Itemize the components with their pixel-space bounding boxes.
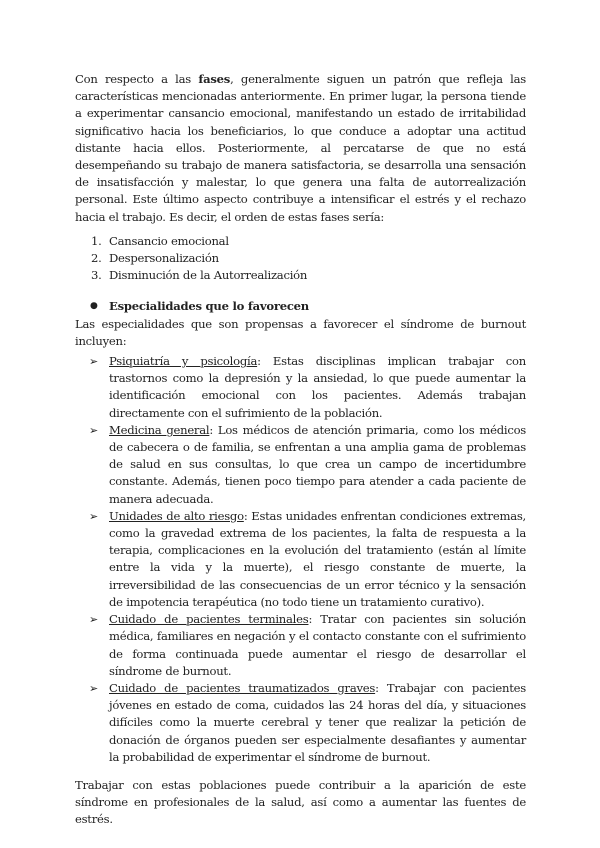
phase-number: 1. <box>91 233 102 248</box>
phase-number: 2. <box>91 251 102 266</box>
phase-text: Despersonalización <box>109 251 219 266</box>
phases-list <box>75 233 526 285</box>
section-intro-paragraph: Las especialidades que son propensas a favorecer el síndrome de burnout incluyen: <box>75 316 526 348</box>
phase-item <box>75 233 526 250</box>
specialty-item <box>75 353 526 422</box>
intro-text-end: , generalmente siguen un patrón que refleja las características mencionadas anteriormente. En primer lugar, la persona tiende a experimentar cansancio emocional, manifestando un estado de irritabilidad significativo hacia los beneficiarios, lo que conduce a adoptar una actitud distante hacia ellos. Posteriormente, al percatarse de que no está desempeñando su trabajo de manera satisfactoria, se desarrolla una sensación de insatisfacción y malestar, lo que genera una falta de autorrealización personal. Este último aspecto contribuye a intensificar el estrés y el rechazo hacia el trabajo. Es decir, el orden de estas fases sería: <box>75 72 526 224</box>
arrow-bullet-icon: ➢ <box>89 681 98 695</box>
phase-item <box>75 267 526 284</box>
specialty-item <box>75 508 526 611</box>
specialty-name: Cuidado de pacientes traumatizados graves <box>109 680 376 695</box>
specialty-item <box>75 422 526 508</box>
phase-number: 3. <box>91 268 102 283</box>
phase-item <box>75 250 526 267</box>
specialty-name: Psiquiatría y psicología <box>109 354 258 369</box>
arrow-bullet-icon: ➢ <box>89 423 98 437</box>
specialty-description: : Los médicos de atención primaria, como los médicos de cabecera o de familia, se enfrentan a una amplia gama de problemas de salud en sus consultas, lo que crea un campo de incertidumbre constante. Además, tienen poco tiempo para atender a cada paciente de manera adecuada. <box>109 422 527 506</box>
specialty-description: : Trabajar con pacientes jóvenes en estado de coma, cuidados las 24 horas del día, y situaciones difíciles como la muerte cerebral y tener que realizar la petición de donación de órganos pueden ser especialmente desafiantes y aumentar la probabilidad de experimentar el síndrome de burnout. <box>109 680 526 764</box>
specialty-item <box>75 611 526 680</box>
intro-text-start: Con respecto a las <box>75 72 199 86</box>
specialty-name: Cuidado de pacientes terminales <box>109 612 309 627</box>
arrow-bullet-icon: ➢ <box>89 509 98 523</box>
arrow-bullet-icon: ➢ <box>89 355 98 369</box>
phase-text: Cansancio emocional <box>109 233 229 248</box>
specialty-name: Medicina general <box>109 422 210 437</box>
specialties-list <box>75 353 526 766</box>
specialty-description: : Estas unidades enfrentan condiciones extremas, como la gravedad extrema de los pacientes, la falta de respuesta a la terapia, complicaciones en la evolución del tratamiento (están al límite entre la vida y la muerte), el riesgo constante de muerte, la irreversibilidad de las consecuencias de un error técnico y la sensación de impotencia terapéutica (no todo tiene un tratamiento curativo). <box>109 508 526 609</box>
document-page <box>75 71 526 829</box>
intro-bold-word: fases <box>198 72 231 86</box>
specialty-name: Unidades de alto riesgo <box>109 508 244 523</box>
specialty-item <box>75 680 526 766</box>
phase-text: Disminución de la Autorrealización <box>109 268 308 283</box>
closing-paragraph: Trabajar con estas poblaciones puede contribuir a la aparición de este síndrome en profesionales de la salud, así como a aumentar las fuentes de estrés. <box>75 777 526 827</box>
specialty-description: : Estas disciplinas implican trabajar con trastornos como la depresión y la ansiedad, lo que puede aumentar la identificación emocional con los pacientes. Además trabajan directamente con el sufrimiento de la población. <box>109 354 526 420</box>
section-heading <box>75 298 526 315</box>
section-heading-text: Especialidades que lo favorecen <box>109 299 309 314</box>
specialty-description: : Tratar con pacientes sin solución médica, familiares en negación y el contacto constante con el sufrimiento de forma continuada puede aumentar el riesgo de desarrollar el síndrome de burnout. <box>109 612 526 678</box>
arrow-bullet-icon: ➢ <box>89 613 98 627</box>
intro-paragraph <box>75 71 526 226</box>
bullet-icon: ● <box>90 301 98 312</box>
